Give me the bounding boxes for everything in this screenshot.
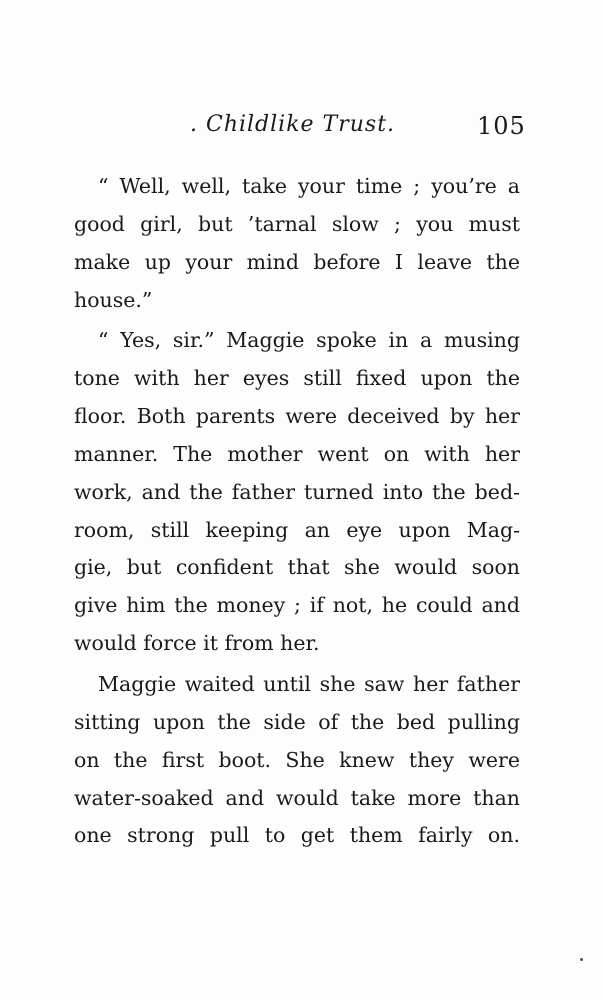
text-line: on the first boot. She knew they were (74, 747, 520, 772)
text-line: room, still keeping an eye upon Mag- (74, 517, 520, 542)
text-line: “ Yes, sir.” Maggie spoke in a musing (98, 328, 520, 353)
running-title: . Childlike Trust. (190, 112, 396, 137)
body-text (74, 168, 520, 855)
text-line: would force it from her. (74, 631, 320, 656)
text-line: Maggie waited until she saw her father (98, 671, 520, 696)
text-line: give him the money ; if not, he could and (74, 593, 520, 618)
text-line: tone with her eyes still fixed upon the (74, 366, 520, 391)
text-line: one strong pull to get them fairly on. (74, 823, 520, 848)
running-head (0, 112, 603, 148)
text-line: “ Well, well, take your time ; you’re a (98, 174, 520, 198)
text-line: house.” (74, 287, 153, 312)
text-line: sitting upon the side of the bed pulling (74, 709, 520, 734)
text-line: good girl, but ’tarnal slow ; you must (74, 211, 520, 236)
text-line: gie, but confident that she would soon (74, 555, 520, 580)
text-line: floor. Both parents were deceived by her (74, 404, 520, 429)
text-line: make up your mind before I leave the (74, 249, 520, 274)
text-line: work, and the father turned into the bed- (74, 479, 520, 504)
paper-speck (580, 958, 583, 961)
text-line: manner. The mother went on with her (74, 441, 520, 466)
text-line: water-soaked and would take more than (74, 785, 520, 810)
page-number: 105 (477, 112, 526, 140)
